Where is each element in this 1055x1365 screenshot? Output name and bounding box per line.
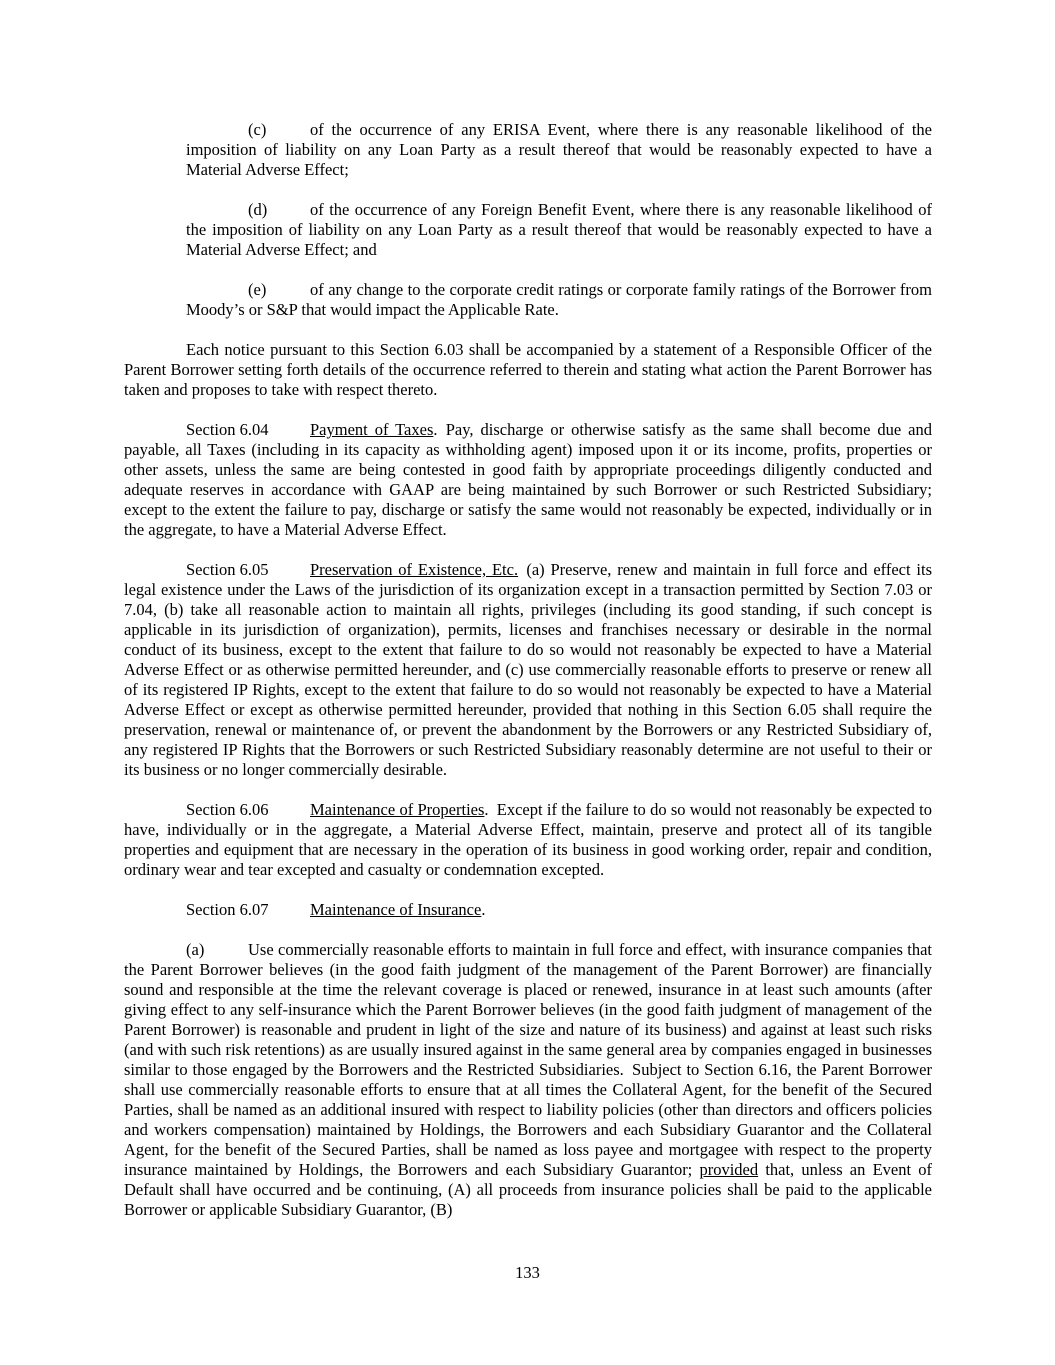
paragraph-text: of the occurrence of any ERISA Event, where there is any reasonable likelihood of the imposition of liability on any Loan Party as a result thereof that would be reasonably expected to have a Material Adverse Effect; [186,120,932,179]
paragraph-label: (c) [248,120,267,139]
paragraph [124,420,932,540]
page-number: 133 [515,1263,540,1282]
paragraph [186,280,932,320]
paragraph-label: (d) [248,200,268,219]
paragraph-label: Section 6.04 [186,420,269,439]
paragraph [124,560,932,780]
paragraph-text: (a) Preserve, renew and maintain in full force and effect its legal existence under the Laws of the jurisdiction of its organization except in a transaction permitted by Section 7.03 or 7.04, (b) take all reasonable action to maintain all rights, privileges (including its good standing, if such concept is applicable in its jurisdiction of organization), permits, licenses and franchises necessary or desirable in the normal conduct of its business, except to the extent that failure to do so would not reasonably be expected to have a Material Adverse Effect or as otherwise permitted hereunder, and (c) use commercially reasonable efforts to preserve or renew all of its registered IP Rights, except to the extent that failure to do so would not reasonably be expected to have a Material Adverse Effect or except as otherwise permitted hereunder, provided that nothing in this Section 6.05 shall require the preservation, renewal or maintenance of, or prevent the abandonment by the Borrowers or any Restricted Subsidiary of, any registered IP Rights that the Borrowers or such Restricted Subsidiary reasonably determine are not useful to their or its business or no longer commercially desirable. [124,560,932,779]
paragraph-text: Use commercially reasonable efforts to maintain in full force and effect, with insurance companies that the Parent Borrower believes (in the good faith judgment of the management of the Parent Borrower) are financially sound and responsible at the time the relevant coverage is placed or renewed, insurance in at least such amounts (after giving effect to any self-insurance which the Parent Borrower believes (in the good faith judgment of management of the Parent Borrower) is reasonable and prudent in light of the size and nature of its business) and against at least such risks (and with such risk retentions) as are usually insured against in the same general area by companies engaged in businesses similar to those engaged by the Borrowers and the Restricted Subsidiaries. Subject to Section 6.16, the Parent Borrower shall use commercially reasonable efforts to ensure that at all times the Collateral Agent, for the benefit of the Secured Parties, shall be named as an additional insured with respect to liability policies (other than directors and officers policies and workers compensation) maintained by Holdings, the Borrowers and each Subsidiary Guarantor and the Collateral Agent, for the benefit of the Secured Parties, shall be named as loss payee and mortgagee with respect to the property insurance maintained by Holdings, the Borrowers and each Subsidiary Guarantor; [124,940,932,1179]
paragraph [124,340,932,400]
paragraph-text: . Pay, discharge or otherwise satisfy as the same shall become due and payable, all Taxes (including in its capacity as withholding agent) imposed upon it or its income, profits, properties or other assets, unless the same are being contested in good faith by appropriate proceedings diligently conducted and adequate reserves in accordance with GAAP are being maintained by such Borrower or such Restricted Subsidiary; except to the extent the failure to pay, discharge or satisfy the same would not reasonably be expected, individually or in the aggregate, to have a Material Adverse Effect. [124,420,932,539]
paragraph [186,200,932,260]
paragraph [124,940,932,1220]
paragraph-label: Section 6.05 [186,560,269,579]
paragraph-label: (a) [186,940,205,959]
paragraph-label: Section 6.07 [186,900,269,919]
paragraph-underlined-text: Maintenance of Insurance [310,900,482,919]
paragraph-label: (e) [248,280,267,299]
paragraph-text: of any change to the corporate credit ratings or corporate family ratings of the Borrower from Moody’s or S&P that would impact the Applicable Rate. [186,280,932,319]
document-body [124,120,932,1240]
paragraph-underlined-text: Maintenance of Properties [310,800,485,819]
paragraph-label: Section 6.06 [186,800,269,819]
paragraph-text: . [481,900,486,919]
paragraph-underlined-text: Preservation of Existence, Etc. [310,560,519,579]
paragraph [124,900,932,920]
paragraph [124,800,932,880]
paragraph-underlined-text: provided [699,1160,759,1179]
paragraph-text: Each notice pursuant to this Section 6.03 shall be accompanied by a statement of a Responsible Officer of the Parent Borrower setting forth details of the occurrence referred to therein and stating what action the Parent Borrower has taken and proposes to take with respect thereto. [124,340,932,399]
paragraph-underlined-text: Payment of Taxes [310,420,434,439]
paragraph-text: . Except if the failure to do so would not reasonably be expected to have, individually or in the aggregate, a Material Adverse Effect, maintain, preserve and protect all of its tangible properties and equipment that are necessary in the operation of its business in good working order, repair and condition, ordinary wear and tear excepted and casualty or condemnation excepted. [124,800,932,879]
paragraph-text: of the occurrence of any Foreign Benefit Event, where there is any reasonable likelihood of the imposition of liability on any Loan Party as a result thereof that would be reasonably expected to have a Material Adverse Effect; and [186,200,932,259]
paragraph-text: that, unless an Event of Default shall have occurred and be continuing, (A) all proceeds from insurance policies shall be paid to the applicable Borrower or applicable Subsidiary Guarantor, (B) [124,1160,932,1219]
paragraph [186,120,932,180]
